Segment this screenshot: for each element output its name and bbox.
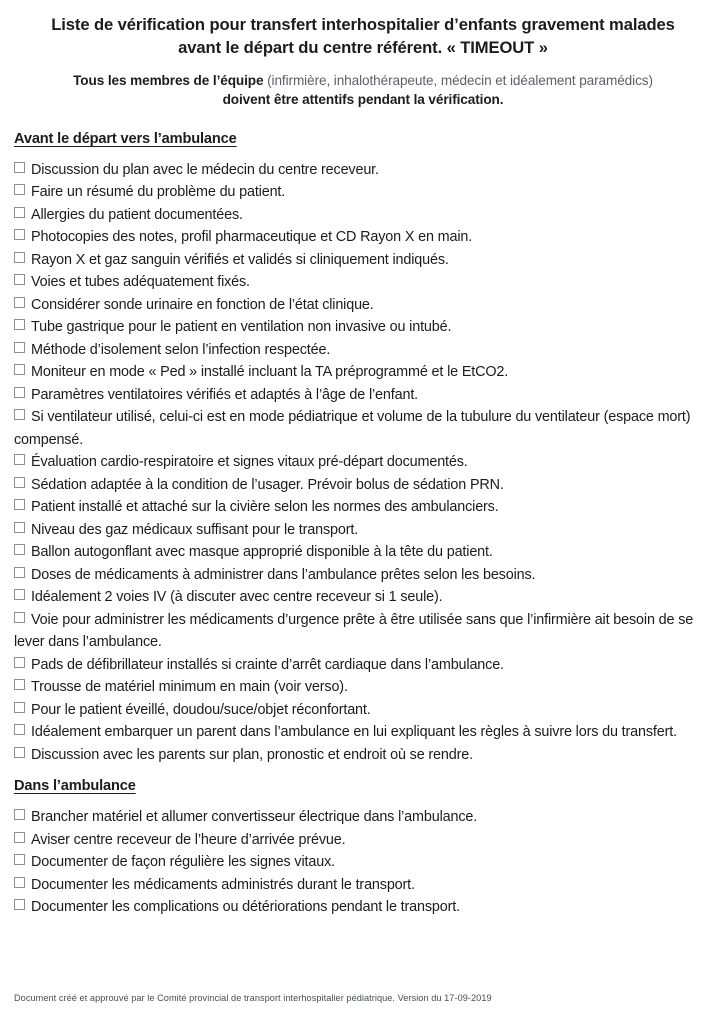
checklist-item-label: Documenter les complications ou détériorations pendant le transport.: [31, 899, 460, 916]
checklist-item-label: Paramètres ventilatoires vérifiés et adaptés à l’âge de l’enfant.: [31, 386, 419, 403]
checkbox-icon[interactable]: [14, 477, 25, 488]
checklist-item-label: Trousse de matériel minimum en main (voir verso).: [31, 679, 348, 696]
checklist-item[interactable]: [14, 806, 712, 829]
checklist-item[interactable]: [14, 654, 712, 677]
spacer-before-heading-2: [14, 766, 712, 778]
checkbox-icon[interactable]: [14, 454, 25, 465]
checklist-item[interactable]: [14, 474, 712, 497]
checklist-item-label: Documenter de façon régulière les signes vitaux.: [31, 854, 335, 871]
page-title: Liste de vérification pour transfert interhospitalier d’enfants gravement malades avant le départ du centre référent. « TIMEOUT »: [51, 15, 675, 57]
checklist-item[interactable]: [14, 181, 712, 204]
checklist-item[interactable]: [14, 519, 712, 542]
checklist-item[interactable]: [14, 226, 712, 249]
checkbox-icon[interactable]: [14, 184, 25, 195]
checklist-item[interactable]: [14, 496, 712, 519]
checklist-item-label: Rayon X et gaz sanguin vérifiés et validés si cliniquement indiqués.: [31, 251, 449, 268]
title-block: [14, 0, 712, 59]
checklist-item-label: Tube gastrique pour le patient en ventilation non invasive ou intubé.: [31, 319, 452, 336]
spacer-after-heading-1: [14, 147, 712, 159]
checklist-item[interactable]: [14, 896, 712, 919]
checklist-item[interactable]: [14, 699, 712, 722]
checkbox-icon[interactable]: [14, 364, 25, 375]
checkbox-icon[interactable]: [14, 297, 25, 308]
checklist-item-label: Patient installé et attaché sur la civière selon les normes des ambulanciers.: [31, 499, 499, 516]
spacer-after-heading-2: [14, 794, 712, 806]
checklist-item[interactable]: [14, 204, 712, 227]
checkbox-icon[interactable]: [14, 274, 25, 285]
checklist-item-label: Documenter les médicaments administrés durant le transport.: [31, 876, 415, 893]
checklist-item-label: Pads de défibrillateur installés si crainte d’arrêt cardiaque dans l’ambulance.: [31, 656, 504, 673]
checkbox-icon[interactable]: [14, 589, 25, 600]
checkbox-icon[interactable]: [14, 229, 25, 240]
checklist-item[interactable]: [14, 829, 712, 852]
section-heading-in-ambulance: Dans l’ambulance: [14, 778, 136, 795]
checklist-item[interactable]: [14, 159, 712, 182]
checkbox-icon[interactable]: [14, 342, 25, 353]
checklist-item-label: Ballon autogonflant avec masque approprié disponible à la tête du patient.: [31, 544, 493, 561]
checklist-item-label: Allergies du patient documentées.: [31, 206, 243, 223]
checklist-item-label: Voie pour administrer les médicaments d’urgence prête à être utilisée sans que l’infirmière ait besoin de se lever dans l’ambulance.: [14, 611, 694, 651]
checklist-item-label: Pour le patient éveillé, doudou/suce/objet réconfortant.: [31, 701, 371, 718]
checklist-item-label: Idéalement embarquer un parent dans l’ambulance en lui expliquant les règles à suivre lors du transfert.: [31, 724, 677, 741]
checklist-item-label: Si ventilateur utilisé, celui-ci est en mode pédiatrique et volume de la tubulure du ventilateur (espace mort) compensé.: [14, 409, 691, 448]
checkbox-icon[interactable]: [14, 612, 25, 623]
checklist-item[interactable]: [14, 249, 712, 272]
checklist-item-label: Considérer sonde urinaire en fonction de l’état clinique.: [31, 296, 374, 313]
checklist-item-label: Photocopies des notes, profil pharmaceutique et CD Rayon X en main.: [31, 229, 473, 246]
checklist-item-label: Idéalement 2 voies IV (à discuter avec centre receveur si 1 seule).: [31, 589, 443, 606]
checklist-item-label: Faire un résumé du problème du patient.: [31, 184, 286, 201]
checkbox-icon[interactable]: [14, 162, 25, 173]
checkbox-icon[interactable]: [14, 899, 25, 910]
checklist-item[interactable]: [14, 361, 712, 384]
checklist-item[interactable]: [14, 851, 712, 874]
checklist-item[interactable]: [14, 294, 712, 317]
checkbox-icon[interactable]: [14, 657, 25, 668]
checklist-item[interactable]: [14, 271, 712, 294]
checklist-item-label: Discussion du plan avec le médecin du centre receveur.: [31, 161, 379, 178]
checklist-item[interactable]: [14, 721, 712, 744]
checklist-item[interactable]: [14, 586, 712, 609]
checklist-item-label: Moniteur en mode « Ped » installé incluant la TA préprogrammé et le EtCO2.: [31, 364, 509, 381]
checklist-item[interactable]: [14, 609, 712, 654]
checkbox-icon[interactable]: [14, 832, 25, 843]
checkbox-icon[interactable]: [14, 854, 25, 865]
checklist-item[interactable]: [14, 406, 712, 451]
checkbox-icon[interactable]: [14, 319, 25, 330]
checklist-item-label: Sédation adaptée à la condition de l’usager. Prévoir bolus de sédation PRN.: [31, 476, 504, 493]
checklist-item-label: Aviser centre receveur de l’heure d’arrivée prévue.: [31, 831, 346, 848]
checklist-item[interactable]: [14, 564, 712, 587]
checkbox-icon[interactable]: [14, 567, 25, 578]
checklist-item[interactable]: [14, 541, 712, 564]
checkbox-icon[interactable]: [14, 747, 25, 758]
checklist-before-departure: [14, 159, 712, 767]
checklist-item[interactable]: [14, 874, 712, 897]
checklist-item-label: Discussion avec les parents sur plan, pronostic et endroit où se rendre.: [31, 746, 473, 763]
checkbox-icon[interactable]: [14, 724, 25, 735]
checklist-item-label: Brancher matériel et allumer convertisseur électrique dans l’ambulance.: [31, 809, 478, 826]
checkbox-icon[interactable]: [14, 809, 25, 820]
checkbox-icon[interactable]: [14, 252, 25, 263]
checklist-item[interactable]: [14, 316, 712, 339]
subtitle-bold-lead: Tous les membres de l’équipe: [73, 73, 264, 89]
checklist-item-label: Doses de médicaments à administrer dans l’ambulance prêtes selon les besoins.: [31, 566, 536, 583]
checklist-in-ambulance: [14, 806, 712, 919]
checklist-item[interactable]: [14, 384, 712, 407]
checkbox-icon[interactable]: [14, 702, 25, 713]
document-footer: Document créé et approuvé par le Comité provincial de transport interhospitalier pédiatrique. Version du 17-09-2019: [14, 993, 492, 1003]
checkbox-icon[interactable]: [14, 522, 25, 533]
subtitle-parenthetical: (infirmière, inhalothérapeute, médecin et idéalement paramédics): [263, 73, 653, 89]
checkbox-icon[interactable]: [14, 679, 25, 690]
checklist-item[interactable]: [14, 744, 712, 767]
section-heading-before-departure: Avant le départ vers l’ambulance: [14, 130, 237, 147]
checkbox-icon[interactable]: [14, 877, 25, 888]
checkbox-icon[interactable]: [14, 387, 25, 398]
checkbox-icon[interactable]: [14, 544, 25, 555]
checkbox-icon[interactable]: [14, 207, 25, 218]
checkbox-icon[interactable]: [14, 499, 25, 510]
checklist-item[interactable]: [14, 339, 712, 362]
checklist-item[interactable]: [14, 676, 712, 699]
checklist-item-label: Évaluation cardio-respiratoire et signes vitaux pré-départ documentés.: [31, 454, 468, 471]
checkbox-icon[interactable]: [14, 409, 25, 420]
checklist-item-label: Voies et tubes adéquatement fixés.: [31, 274, 250, 291]
subtitle-line-1: [14, 71, 712, 90]
checklist-item[interactable]: [14, 451, 712, 474]
checklist-item-label: Niveau des gaz médicaux suffisant pour le transport.: [31, 521, 359, 538]
subtitle-line-2: doivent être attentifs pendant la vérification.: [222, 91, 504, 107]
checklist-item-label: Méthode d’isolement selon l’infection respectée.: [31, 341, 331, 358]
